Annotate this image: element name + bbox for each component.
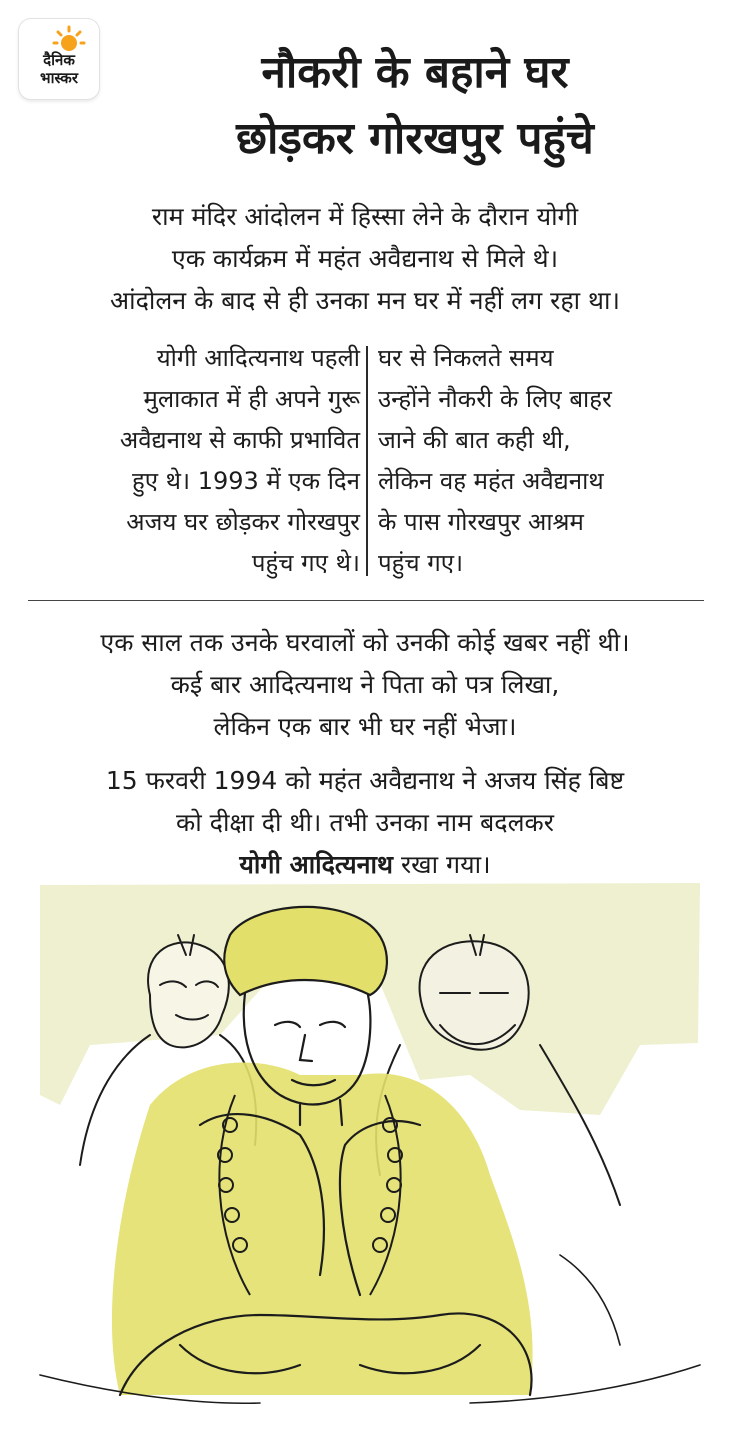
sun-icon — [54, 27, 84, 51]
section-divider — [28, 600, 704, 601]
left-line-2: मुलाकात में ही अपने गुरू — [143, 385, 360, 413]
para2-line-3: लेकिन एक बार भी घर नहीं भेजा। — [213, 712, 517, 741]
left-line-4: हुए थे। 1993 में एक दिन — [131, 467, 360, 495]
left-line-5: अजय घर छोड़कर गोरखपुर — [126, 508, 360, 536]
para2-line-2: कई बार आदित्यनाथ ने पिता को पत्र लिखा, — [170, 670, 560, 699]
page-title — [110, 40, 720, 172]
logo-text-bhaskar: भास्कर — [40, 69, 78, 87]
intro-line-1: राम मंदिर आंदोलन में हिस्सा लेने के दौरान योगी — [151, 202, 579, 231]
logo-text-dainik: दैनिक — [43, 51, 75, 69]
sketch-svg — [0, 875, 730, 1439]
intro-line-2: एक कार्यक्रम में महंत अवैद्यनाथ से मिले थे। — [171, 244, 559, 273]
para3-line-2: को दीक्षा दी थी। तभी उनका नाम बदलकर — [176, 808, 554, 837]
intro-paragraph — [20, 196, 710, 322]
right-line-6: पहुंच गए। — [378, 549, 464, 577]
right-line-1: घर से निकलते समय — [378, 344, 554, 372]
dainik-bhaskar-logo — [19, 19, 99, 99]
family-paragraph — [10, 622, 720, 748]
para3-highlight-name: योगी आदित्यनाथ — [239, 850, 394, 879]
left-line-1: योगी आदित्यनाथ पहली — [156, 344, 360, 372]
sketch-illustration — [0, 875, 730, 1439]
title-line-2: छोड़कर गोरखपुर पहुंचे — [236, 113, 594, 164]
para3-line-3-rest: रखा गया। — [393, 850, 491, 879]
right-line-3: जाने की बात कही थी, — [378, 426, 571, 454]
title-line-1: नौकरी के बहाने घर — [261, 47, 569, 98]
right-line-2: उन्होंने नौकरी के लिए बाहर — [378, 385, 612, 413]
intro-line-3: आंदोलन के बाद से ही उनका मन घर में नहीं लग रहा था। — [110, 286, 620, 315]
left-line-3: अवैद्यनाथ से काफी प्रभावित — [119, 426, 360, 454]
para2-line-1: एक साल तक उनके घरवालों को उनकी कोई खबर नहीं थी। — [100, 628, 630, 657]
initiation-paragraph — [20, 760, 710, 886]
para3-line-1: 15 फरवरी 1994 को महंत अवैद्यनाथ ने अजय सिंह बिष्ट — [105, 766, 625, 795]
left-column-text — [24, 338, 360, 584]
left-line-6: पहुंच गए थे। — [251, 549, 360, 577]
column-divider — [366, 346, 368, 576]
robe-fill — [112, 1063, 533, 1395]
right-column-text — [378, 338, 718, 584]
right-line-4: लेकिन वह महंत अवैद्यनाथ — [378, 467, 604, 495]
right-line-5: के पास गोरखपुर आश्रम — [378, 508, 584, 536]
